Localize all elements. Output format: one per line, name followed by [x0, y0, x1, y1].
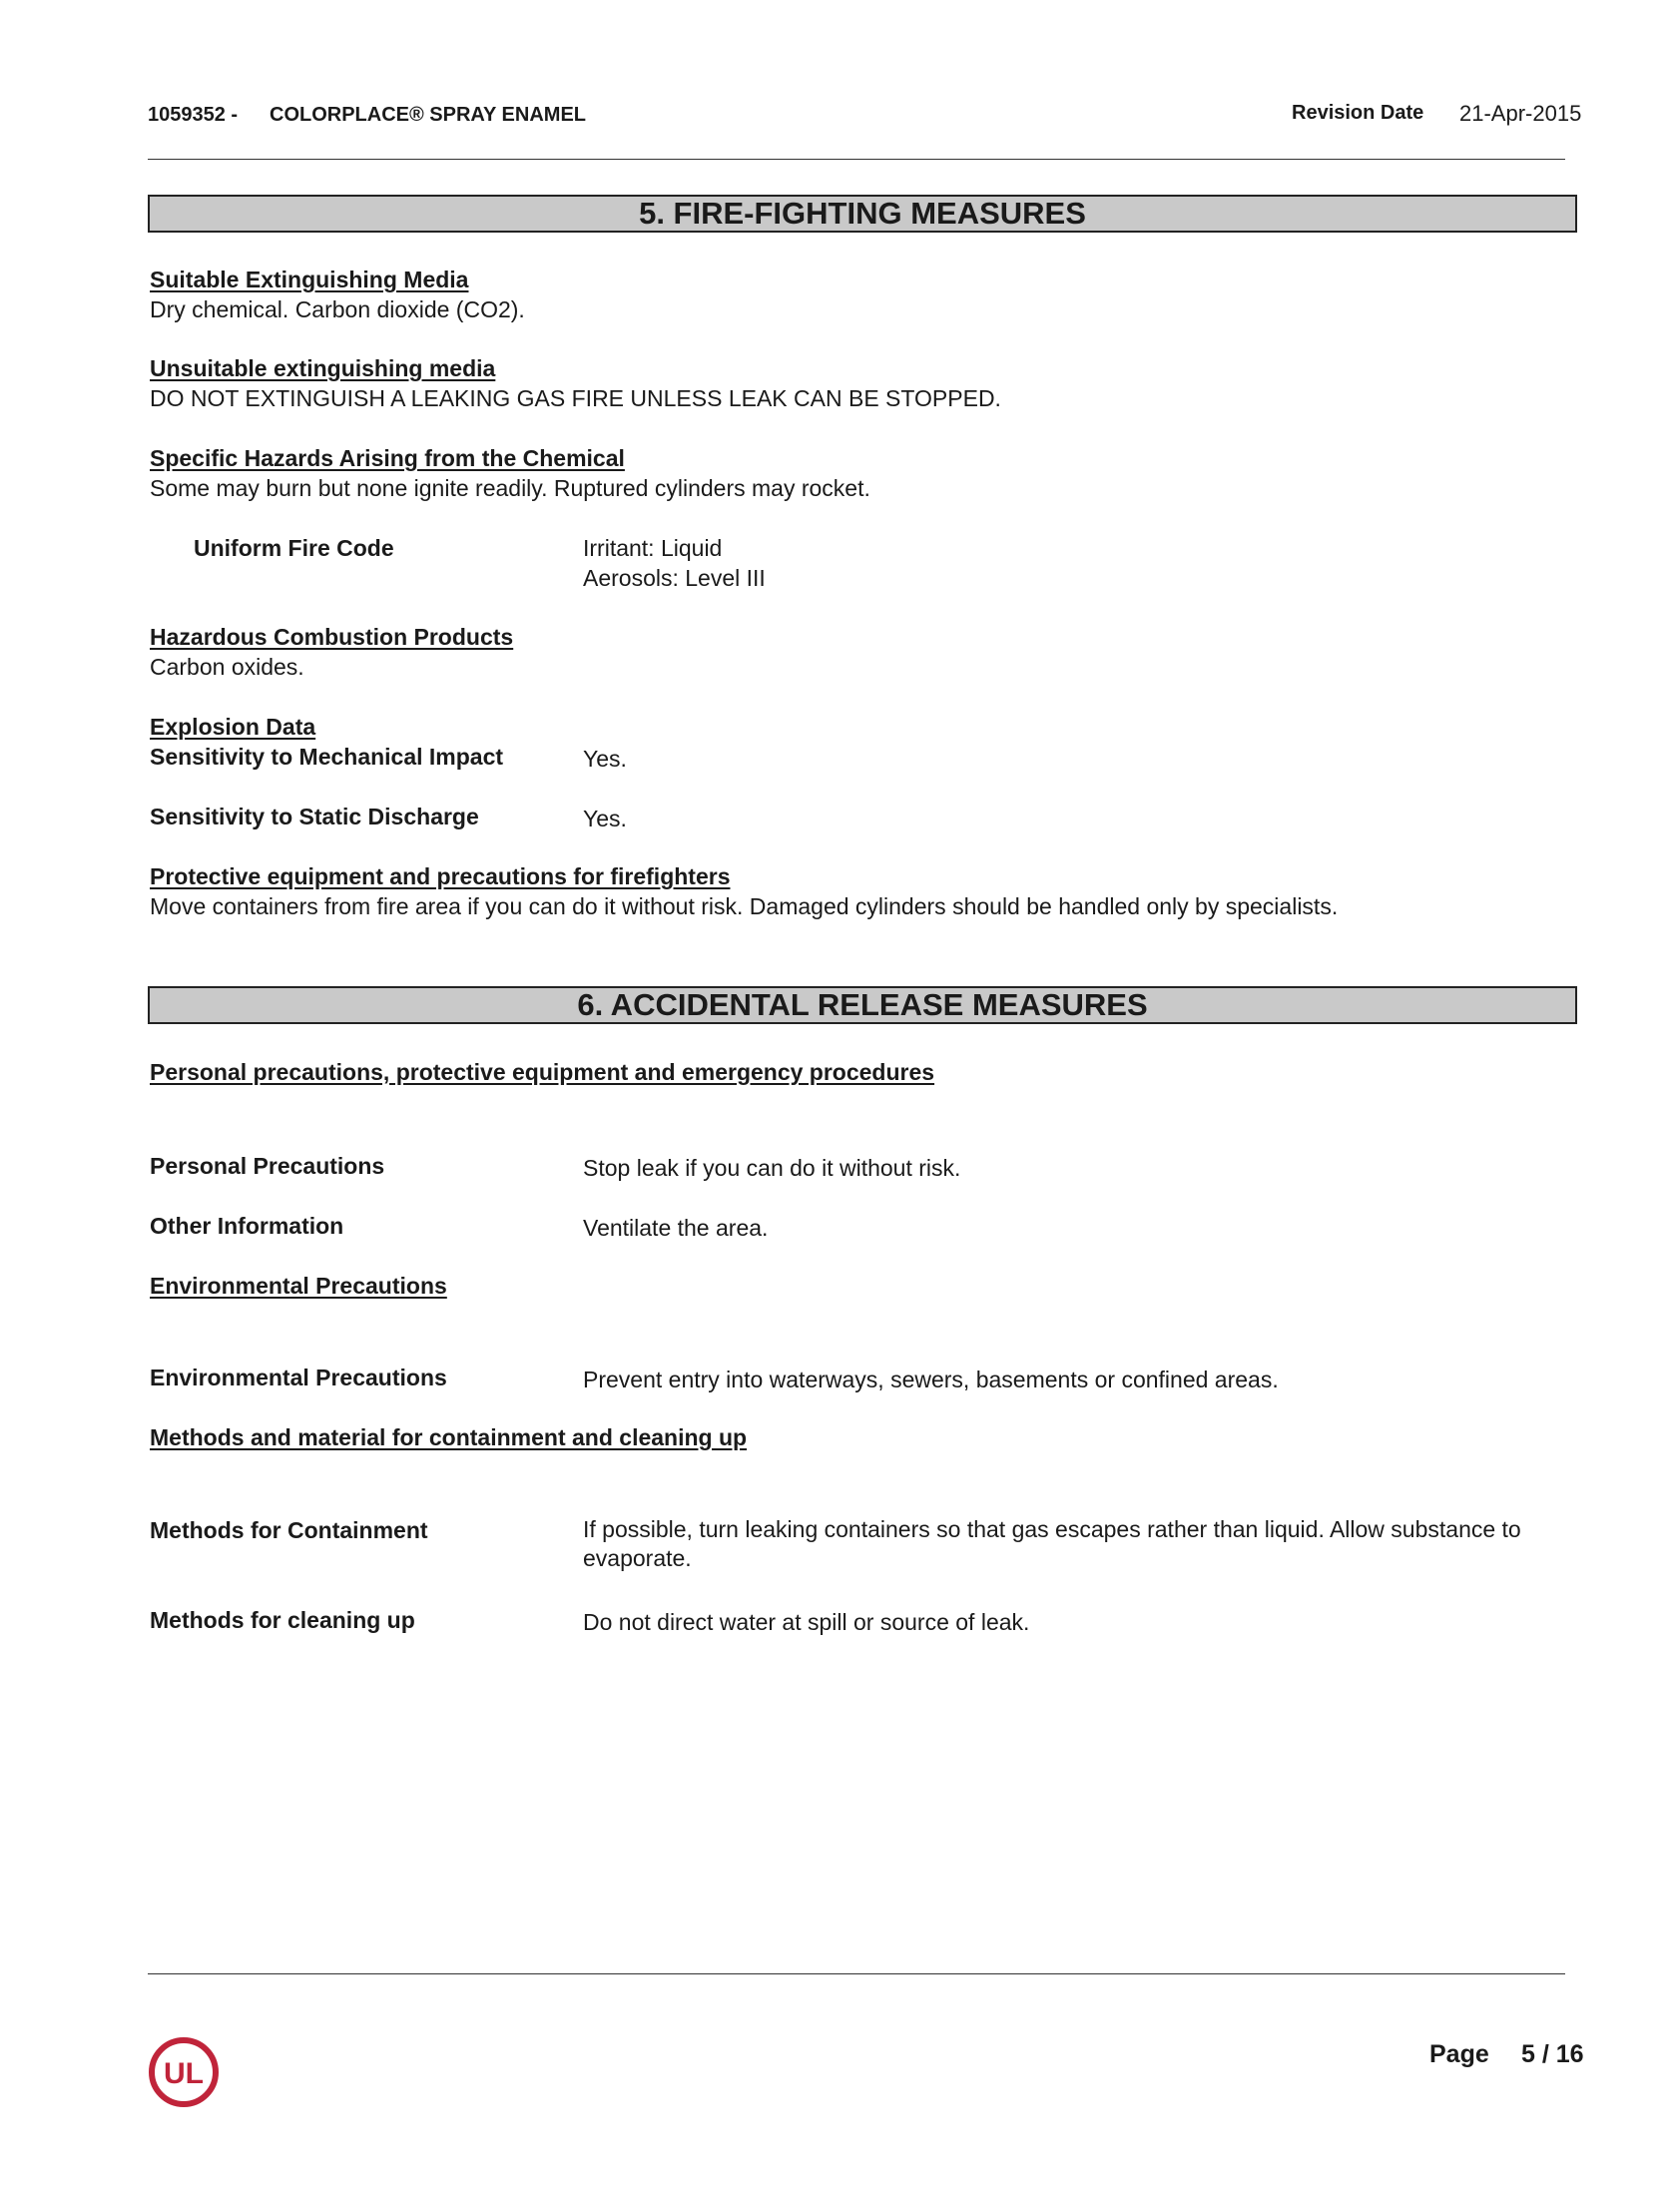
- ul-logo-icon: [148, 2036, 220, 2108]
- personal-precautions-value: Stop leak if you can do it without risk.: [583, 1155, 961, 1181]
- product-name: COLORPLACE® SPRAY ENAMEL: [270, 104, 587, 126]
- personal-precautions-heading: Personal precautions, protective equipment and emergency procedures: [150, 1059, 935, 1085]
- uniform-fire-code-label: Uniform Fire Code: [194, 535, 394, 561]
- mechanical-impact-label: Sensitivity to Mechanical Impact: [150, 744, 504, 770]
- page-label: Page: [1429, 2040, 1489, 2068]
- document-id: 1059352 -: [148, 104, 239, 126]
- combustion-products-heading: Hazardous Combustion Products: [150, 624, 514, 650]
- protective-equipment-heading: Protective equipment and precautions for firefighters: [150, 863, 731, 889]
- ul-logo: [148, 2036, 220, 2108]
- revision-label: Revision Date: [1292, 102, 1424, 124]
- specific-hazards-text: Some may burn but none ignite readily. Ruptured cylinders may rocket.: [150, 475, 870, 501]
- header-divider: [148, 159, 1565, 160]
- section-6-title: 6. ACCIDENTAL RELEASE MEASURES: [148, 986, 1577, 1024]
- protective-equipment-text: Move containers from fire area if you can do it without risk. Damaged cylinders should be handled only by specialists.: [150, 893, 1339, 919]
- other-information-label: Other Information: [150, 1213, 344, 1239]
- cleaning-up-label: Methods for cleaning up: [150, 1607, 415, 1633]
- environmental-precautions-heading: Environmental Precautions: [150, 1273, 447, 1299]
- specific-hazards-heading: Specific Hazards Arising from the Chemical: [150, 445, 625, 471]
- unsuitable-media-text: DO NOT EXTINGUISH A LEAKING GAS FIRE UNLESS LEAK CAN BE STOPPED.: [150, 385, 1001, 411]
- static-discharge-value: Yes.: [583, 806, 627, 831]
- section-5-title: 5. FIRE-FIGHTING MEASURES: [148, 195, 1577, 233]
- personal-precautions-label: Personal Precautions: [150, 1153, 385, 1179]
- unsuitable-media-heading: Unsuitable extinguishing media: [150, 355, 496, 381]
- environmental-precautions-label: Environmental Precautions: [150, 1365, 447, 1390]
- combustion-products-text: Carbon oxides.: [150, 654, 304, 680]
- containment-methods-heading: Methods and material for containment and cleaning up: [150, 1424, 748, 1450]
- explosion-data-heading: Explosion Data: [150, 714, 316, 740]
- uniform-fire-code-value-2: Aerosols: Level III: [583, 565, 766, 591]
- containment-label: Methods for Containment: [150, 1517, 428, 1543]
- uniform-fire-code-value-1: Irritant: Liquid: [583, 535, 723, 561]
- other-information-value: Ventilate the area.: [583, 1215, 769, 1241]
- revision-date: 21-Apr-2015: [1459, 101, 1582, 126]
- static-discharge-label: Sensitivity to Static Discharge: [150, 804, 479, 829]
- containment-value: If possible, turn leaking containers so that gas escapes rather than liquid. Allow substance to evaporate.: [583, 1516, 1521, 1571]
- suitable-media-heading: Suitable Extinguishing Media: [150, 267, 469, 292]
- cleaning-up-value: Do not direct water at spill or source of leak.: [583, 1609, 1030, 1635]
- suitable-media-text: Dry chemical. Carbon dioxide (CO2).: [150, 296, 525, 322]
- footer-divider: [148, 1973, 1565, 1974]
- environmental-precautions-value: Prevent entry into waterways, sewers, basements or confined areas.: [583, 1367, 1279, 1392]
- page-number: 5 / 16: [1521, 2040, 1584, 2068]
- ul-logo-text: UL: [164, 2057, 204, 2090]
- mechanical-impact-value: Yes.: [583, 746, 627, 772]
